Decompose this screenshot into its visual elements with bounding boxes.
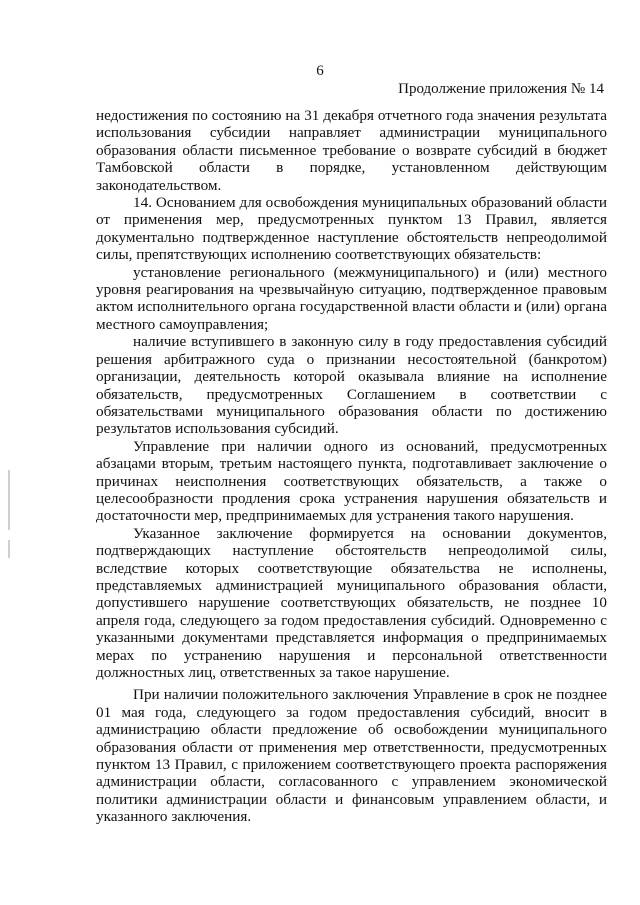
paragraph-continuation: недостижения по состоянию на 31 декабря отчетного года значения результата использования субсидии направляет администрации муниципального образования области письменное требование о возврате субсидий в бюджет Тамбовской области в порядке, установленном действующим законодательством. <box>96 107 607 194</box>
paragraph-bankruptcy: наличие вступившего в законную силу в году предоставления субсидий решения арбитражного суда о признании несостоятельной (банкротом) организации, деятельность которой оказывала влияние на исполнение обязательств, предусмотренных Соглашением в соответствии с обязательствами муниципального образования области по достижению результатов использования субсидий. <box>96 333 607 438</box>
paragraph-emergency-response: установление регионального (межмуниципального) и (или) местного уровня реагирования на чрезвычайную ситуацию, подтвержденное правовым актом исполнительного органа государственной власти области и (или) органа местного самоуправления; <box>96 263 607 333</box>
paragraph-exemption-proposal: При наличии положительного заключения Управление в срок не позднее 01 мая года, следующего за годом предоставления субсидий, вносит в администрацию области предложение об освобождении муниципального образования области от применения мер ответственности, предусмотренных пунктом 13 Правил, с приложением соответствующего проекта распоряжения администрации области, согласованного с управлением экономической политики администрации области и финансовым управлением области, и указанного заключения. <box>96 686 607 826</box>
scan-margin-mark <box>8 470 10 530</box>
page-number: 6 <box>316 63 324 79</box>
paragraph-clause-14: 14. Основанием для освобождения муниципальных образований области от применения мер, предусмотренных пунктом 13 Правил, является документально подтвержденное наступление обстоятельств непреодолимой силы, препятствующих исполнению соответствующих обязательств: <box>96 194 607 264</box>
paragraph-department-conclusion: Управление при наличии одного из оснований, предусмотренных абзацами вторым, третьим настоящего пункта, подготавливает заключение о причинах неисполнения соответствующих обязательств, а также о целесообразности продления срока устранения нарушения обязательств и достаточности мер, предпринимаемых для устранения такого нарушения. <box>96 437 607 525</box>
document-body <box>96 107 607 826</box>
scan-margin-mark <box>8 540 10 558</box>
paragraph-conclusion-basis: Указанное заключение формируется на основании документов, подтверждающих наступление обстоятельств непреодолимой силы, вследствие которых соответствующие обязательства не исполнены, представляемых администрацией муниципального образования области, допустившего нарушение соответствующих обязательств, не позднее 10 апреля года, следующего за годом предоставления субсидий. Одновременно с указанными документами представляется информация о предпринимаемых мерах по устранению нарушения и персональной ответственности должностных лиц, ответственных за такое нарушение. <box>96 524 607 681</box>
running-header: Продолжение приложения № 14 <box>398 81 604 97</box>
